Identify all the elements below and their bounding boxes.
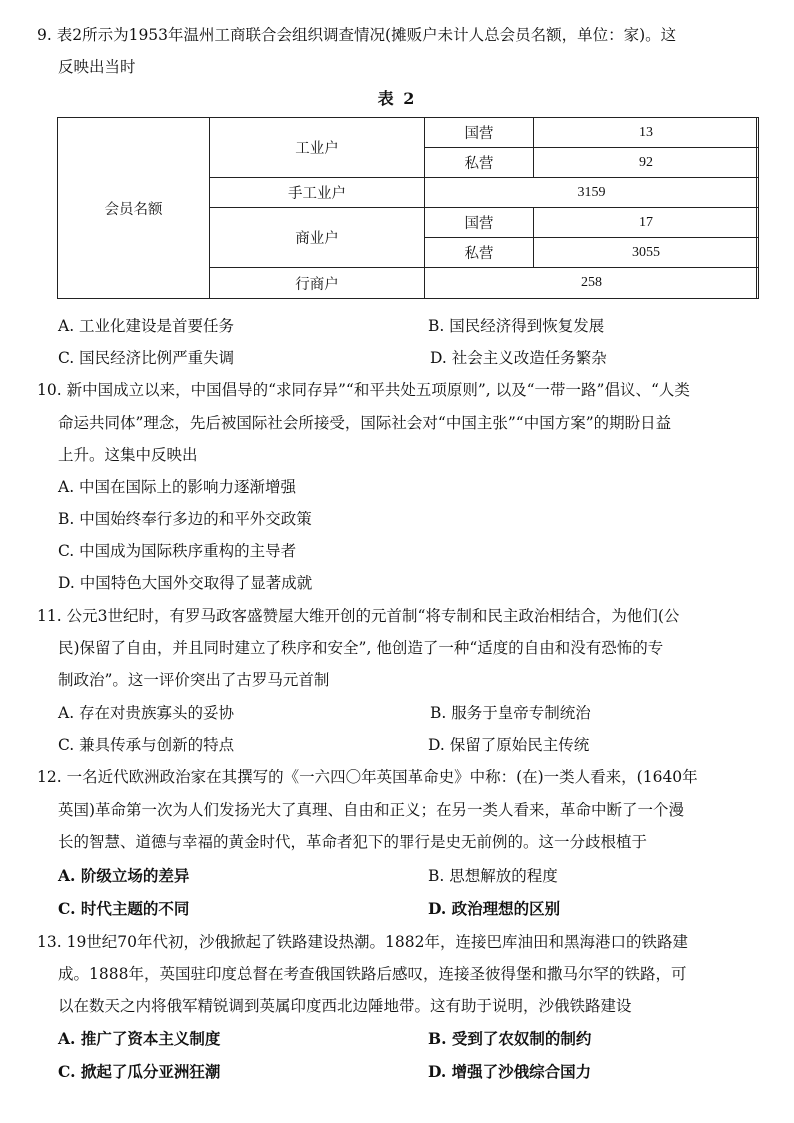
q12-option-c[interactable]: C. 时代主题的不同 (58, 899, 190, 918)
survey-table (57, 117, 757, 299)
q9-option-b[interactable]: B. 国民经济得到恢复发展 (428, 317, 605, 335)
q12-stem-line1: 12. 一名近代欧洲政治家在其撰写的《一六四〇年英国革命史》中称：(在)一类人看来，(1640年 (37, 768, 698, 786)
q12-option-b[interactable]: B. 思想解放的程度 (428, 867, 558, 885)
q13-stem-line2: 成。1888年，英国驻印度总督在考查俄国铁路后感叹，连接圣彼得堡和撒马尔罕的铁路，可 (58, 965, 687, 983)
table-row-header: 会员名额 (57, 117, 210, 299)
q13-stem-line3: 以在数天之内将俄军精锐调到英属印度西北边陲地带。这有助于说明，沙俄铁路建设 (58, 997, 632, 1015)
q10-stem-line1: 10. 新中国成立以来，中国倡导的“求同存异”“和平共处五项原则”, 以及“一带一路”倡议、“人类 (37, 381, 690, 399)
q13-option-b[interactable]: B. 受到了农奴制的制约 (428, 1029, 592, 1048)
q11-option-c[interactable]: C. 兼具传承与创新的特点 (58, 736, 235, 754)
q9-option-c[interactable]: C. 国民经济比例严重失调 (58, 349, 235, 367)
q11-stem-line2: 民)保留了自由，并且同时建立了秩序和安全”, 他创造了一种“适度的自由和没有恐怖的专 (58, 639, 664, 657)
q13-option-a[interactable]: A. 推广了资本主义制度 (58, 1029, 221, 1048)
q13-option-c[interactable]: C. 掀起了瓜分亚洲狂潮 (58, 1062, 221, 1081)
q13-option-d[interactable]: D. 增强了沙俄综合国力 (428, 1062, 592, 1081)
q10-stem-line3: 上升。这集中反映出 (58, 446, 198, 464)
cell-itinerant: 行商户 (209, 267, 425, 299)
q10-option-d[interactable]: D. 中国特色大国外交取得了显著成就 (58, 574, 313, 592)
table-title: 表 2 (377, 89, 417, 108)
q9-stem-line2: 反映出当时 (58, 58, 136, 76)
q11-option-d[interactable]: D. 保留了原始民主传统 (428, 736, 590, 754)
cell-handicraft-value: 3159 (424, 177, 759, 208)
cell-industrial-state-label: 国营 (424, 117, 534, 148)
cell-commercial-state-value: 17 (533, 207, 759, 238)
q11-stem-line1: 11. 公元3世纪时，有罗马政客盛赞屋大维开创的元首制“将专制和民主政治相结合，为他们(公 (37, 607, 680, 625)
cell-commercial-private-value: 3055 (533, 237, 759, 268)
cell-commercial: 商业户 (209, 207, 425, 268)
cell-industrial-private-value: 92 (533, 147, 759, 178)
q10-stem-line2: 命运共同体”理念，先后被国际社会所接受，国际社会对“中国主张”“中国方案”的期盼日益 (58, 414, 672, 432)
q11-option-b[interactable]: B. 服务于皇帝专制统治 (430, 704, 591, 722)
q10-option-a[interactable]: A. 中国在国际上的影响力逐渐增强 (58, 478, 297, 496)
cell-industrial-state-value: 13 (533, 117, 759, 148)
q12-stem-line3: 长的智慧、道德与幸福的黄金时代，革命者犯下的罪行是史无前例的。这一分歧根植于 (58, 833, 648, 851)
cell-industrial: 工业户 (209, 117, 425, 178)
q11-stem-line3: 制政治”。这一评价突出了古罗马元首制 (58, 671, 330, 689)
cell-industrial-private-label: 私营 (424, 147, 534, 178)
q9-option-a[interactable]: A. 工业化建设是首要任务 (58, 317, 235, 335)
cell-commercial-state-label: 国营 (424, 207, 534, 238)
q9-option-d[interactable]: D. 社会主义改造任务繁杂 (430, 349, 607, 367)
q10-option-b[interactable]: B. 中国始终奉行多边的和平外交政策 (58, 510, 312, 528)
q9-stem-line1: 9. 表2所示为1953年温州工商联合会组织调查情况(摊贩户未计人总会员名额，单位：家)。这 (37, 26, 677, 44)
q13-stem-line1: 13. 19世纪70年代初，沙俄掀起了铁路建设热潮。1882年，连接巴库油田和黑海港口的铁路建 (37, 933, 688, 951)
q12-option-d[interactable]: D. 政治理想的区别 (428, 899, 561, 918)
cell-handicraft: 手工业户 (209, 177, 425, 208)
cell-itinerant-value: 258 (424, 267, 759, 299)
q11-option-a[interactable]: A. 存在对贵族寡头的妥协 (58, 704, 235, 722)
q12-option-a[interactable]: A. 阶级立场的差异 (58, 866, 190, 885)
q10-option-c[interactable]: C. 中国成为国际秩序重构的主导者 (58, 542, 297, 560)
cell-commercial-private-label: 私营 (424, 237, 534, 268)
q12-stem-line2: 英国)革命第一次为人们发扬光大了真理、自由和正义；在另一类人看来，革命中断了一个漫 (58, 801, 685, 819)
